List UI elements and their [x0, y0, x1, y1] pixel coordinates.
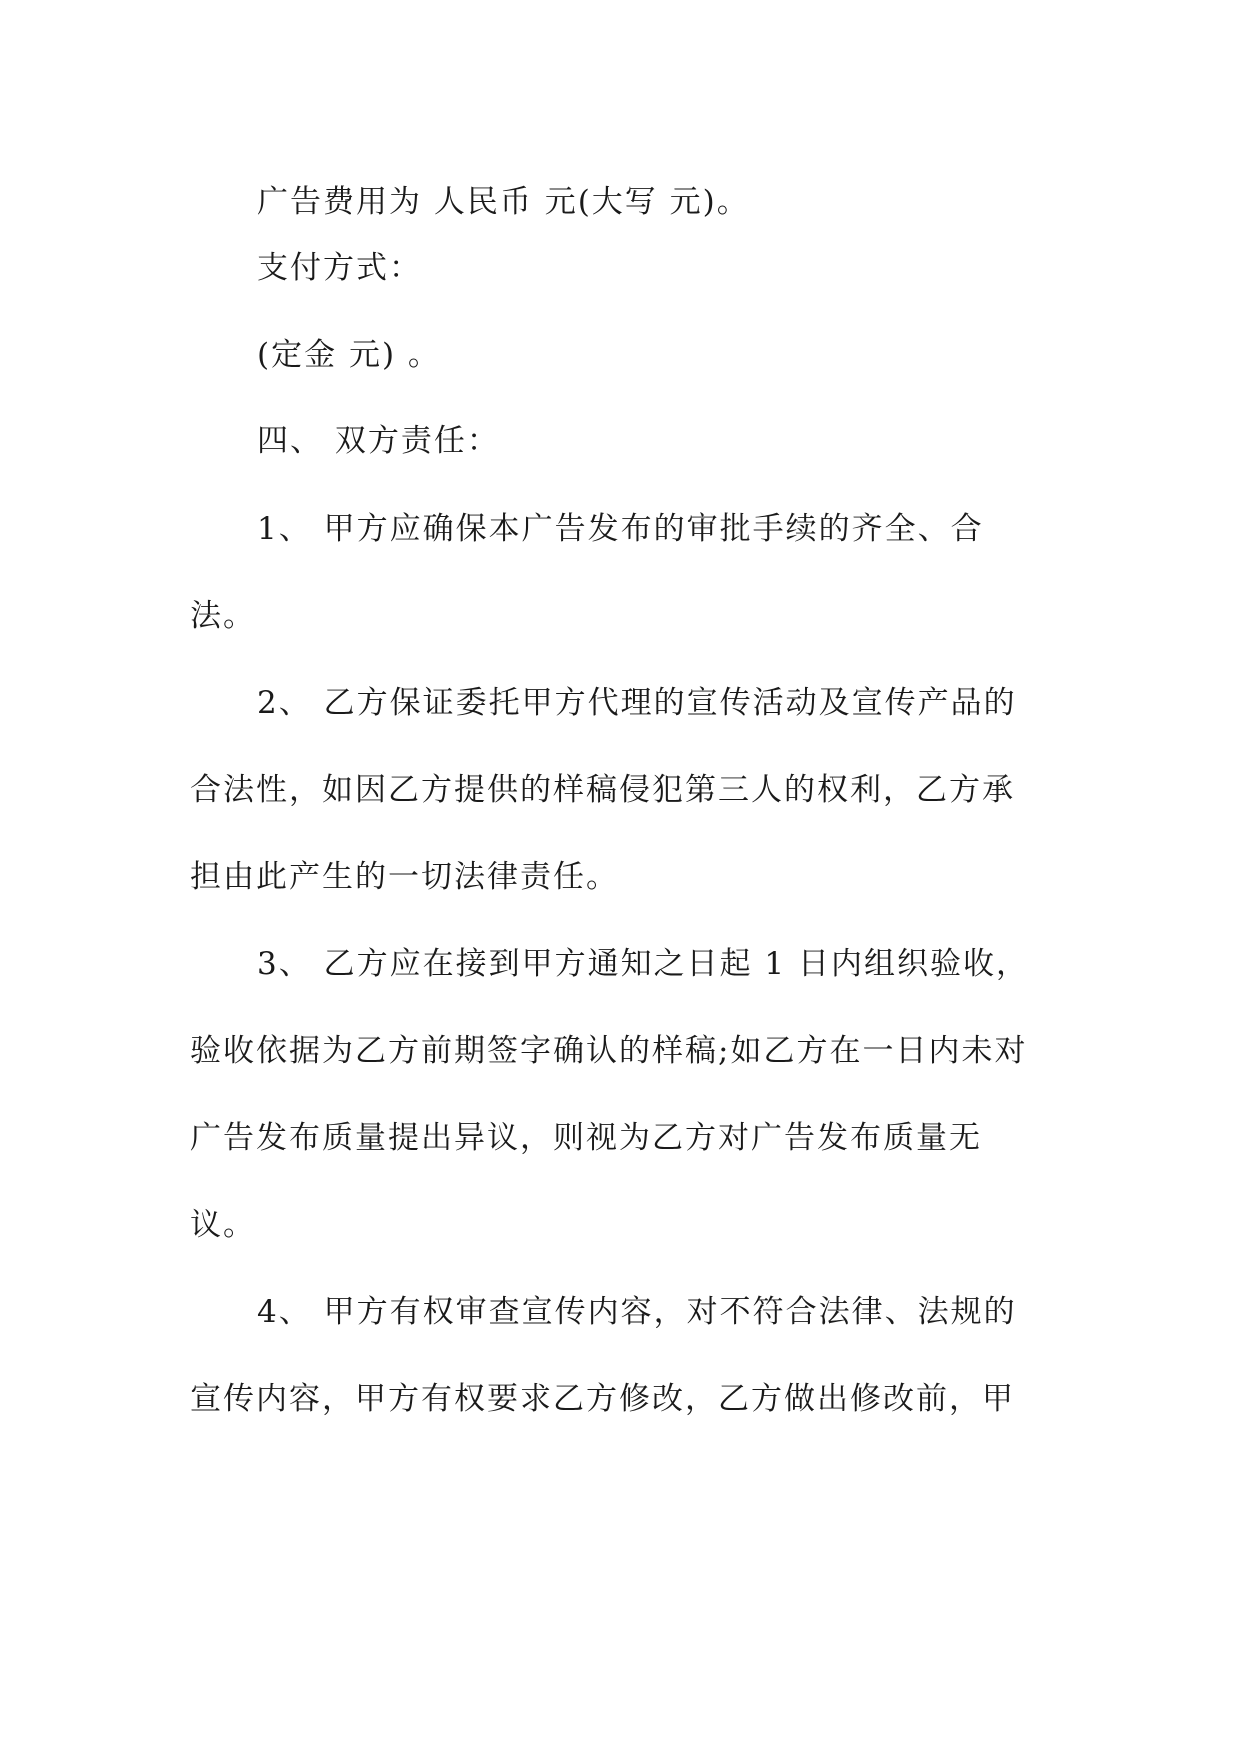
clause-2-line-1: 2、 乙方保证委托甲方代理的宣传活动及宣传产品的: [257, 685, 1017, 721]
clause-3-line-2: 验收依据为乙方前期签字确认的样稿;如乙方在一日内未对: [190, 1033, 1028, 1069]
clause-2-line-2: 合法性，如因乙方提供的样稿侵犯第三人的权利，乙方承: [190, 772, 1015, 808]
clause-3-line-4: 议。: [190, 1207, 256, 1243]
clause-4-line-2: 宣传内容，甲方有权要求乙方修改，乙方做出修改前，甲: [190, 1381, 1015, 1417]
section-heading-responsibilities: 四、 双方责任：: [257, 423, 500, 459]
text-line-deposit: (定金 元) 。: [257, 337, 441, 373]
clause-2-line-3: 担由此产生的一切法律责任。: [190, 859, 619, 895]
clause-3-line-3: 广告发布质量提出异议，则视为乙方对广告发布质量无: [190, 1120, 982, 1156]
text-line-payment-method: 支付方式：: [257, 250, 422, 286]
clause-1-line-2: 法。: [190, 598, 256, 634]
clause-1-line-1: 1、 甲方应确保本广告发布的审批手续的齐全、合: [257, 511, 984, 547]
clause-4-line-1: 4、 甲方有权审查宣传内容，对不符合法律、法规的: [257, 1294, 1017, 1330]
text-line-fee: 广告费用为 人民币 元(大写 元)。: [257, 184, 750, 220]
clause-3-line-1: 3、 乙方应在接到甲方通知之日起 1 日内组织验收，: [257, 946, 1030, 982]
